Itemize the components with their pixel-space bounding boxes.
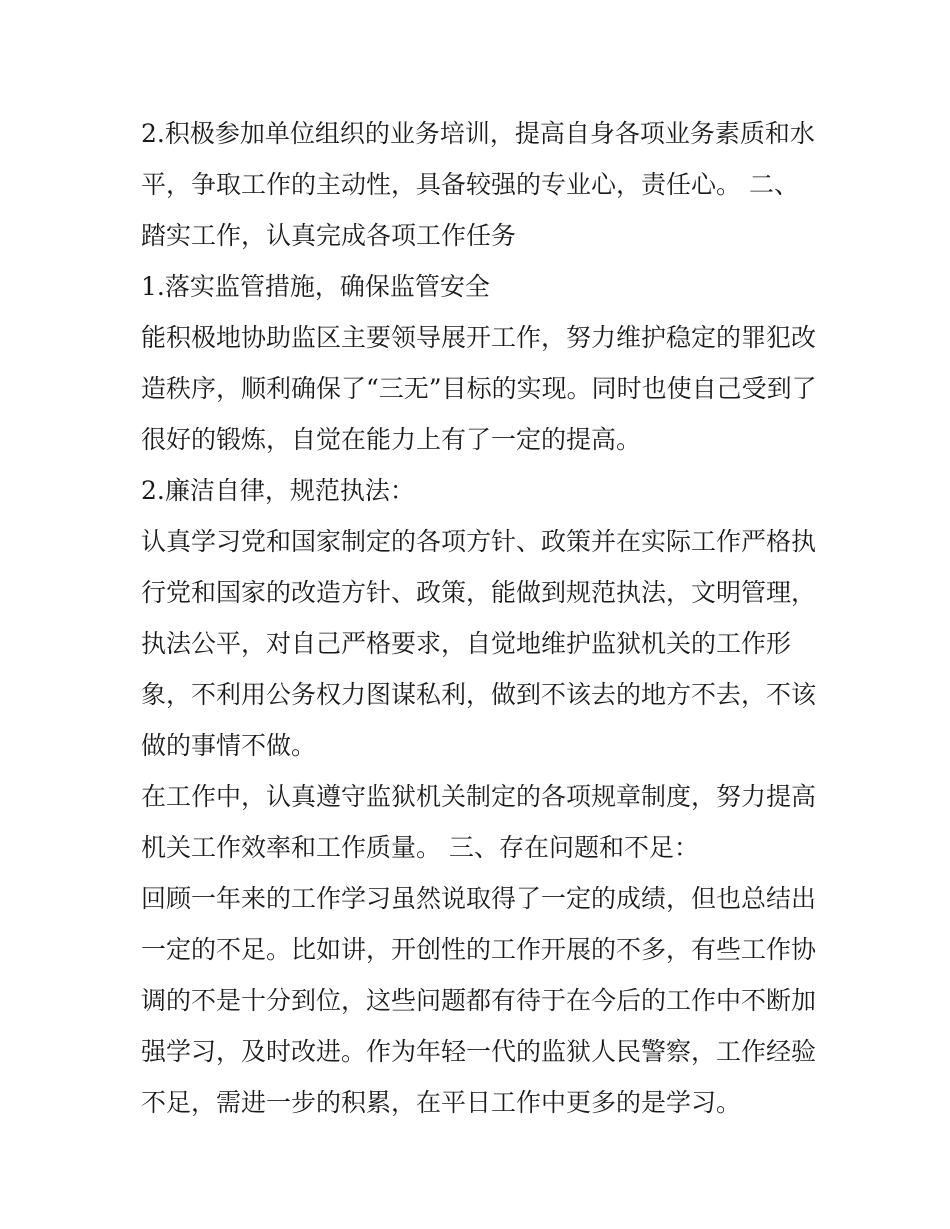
text-line: 2.廉洁自律，规范执法： (141, 476, 415, 505)
text-line: 强学习，及时改进。作为年轻一代的监狱人民警察，工作经验 (141, 1037, 817, 1066)
text-line: 象，不利用公务权力图谋私利，做到不该去的地方不去，不该 (141, 680, 817, 709)
text-line: 在工作中，认真遵守监狱机关制定的各项规章制度，努力提高 (141, 782, 817, 811)
text-line: 能积极地协助监区主要领导展开工作，努力维护稳定的罪犯改 (141, 323, 817, 352)
text-line: 回顾一年来的工作学习虽然说取得了一定的成绩，但也总结出 (141, 884, 817, 913)
text-line: 平，争取工作的主动性，具备较强的专业心，责任心。 二、 (141, 170, 799, 199)
text-line: 执法公平，对自己严格要求，自觉地维护监狱机关的工作形 (141, 629, 792, 658)
text-line: 行党和国家的改造方针、政策，能做到规范执法，文明管理， (141, 578, 817, 607)
text-line: 很好的锻炼，自觉在能力上有了一定的提高。 (141, 425, 642, 454)
text-line: 认真学习党和国家制定的各项方针、政策并在实际工作严格执 (141, 527, 817, 556)
text-line: 机关工作效率和工作质量。 三、存在问题和不足： (141, 833, 699, 862)
document-body (141, 108, 821, 1128)
text-line: 调的不是十分到位，这些问题都有待于在今后的工作中不断加 (141, 986, 817, 1015)
text-line: 踏实工作，认真完成各项工作任务 (141, 221, 517, 250)
text-line: 2.积极参加单位组织的业务培训，提高自身各项业务素质和水 (141, 119, 815, 148)
text-line: 1.落实监管措施，确保监管安全 (141, 272, 490, 301)
text-line: 做的事情不做。 (141, 731, 317, 760)
text-line: 造秩序，顺利确保了“三无”目标的实现。同时也使自己受到了 (141, 374, 817, 403)
text-line: 一定的不足。比如讲，开创性的工作开展的不多，有些工作协 (141, 935, 817, 964)
text-line: 不足，需进一步的积累，在平日工作中更多的是学习。 (141, 1088, 742, 1117)
